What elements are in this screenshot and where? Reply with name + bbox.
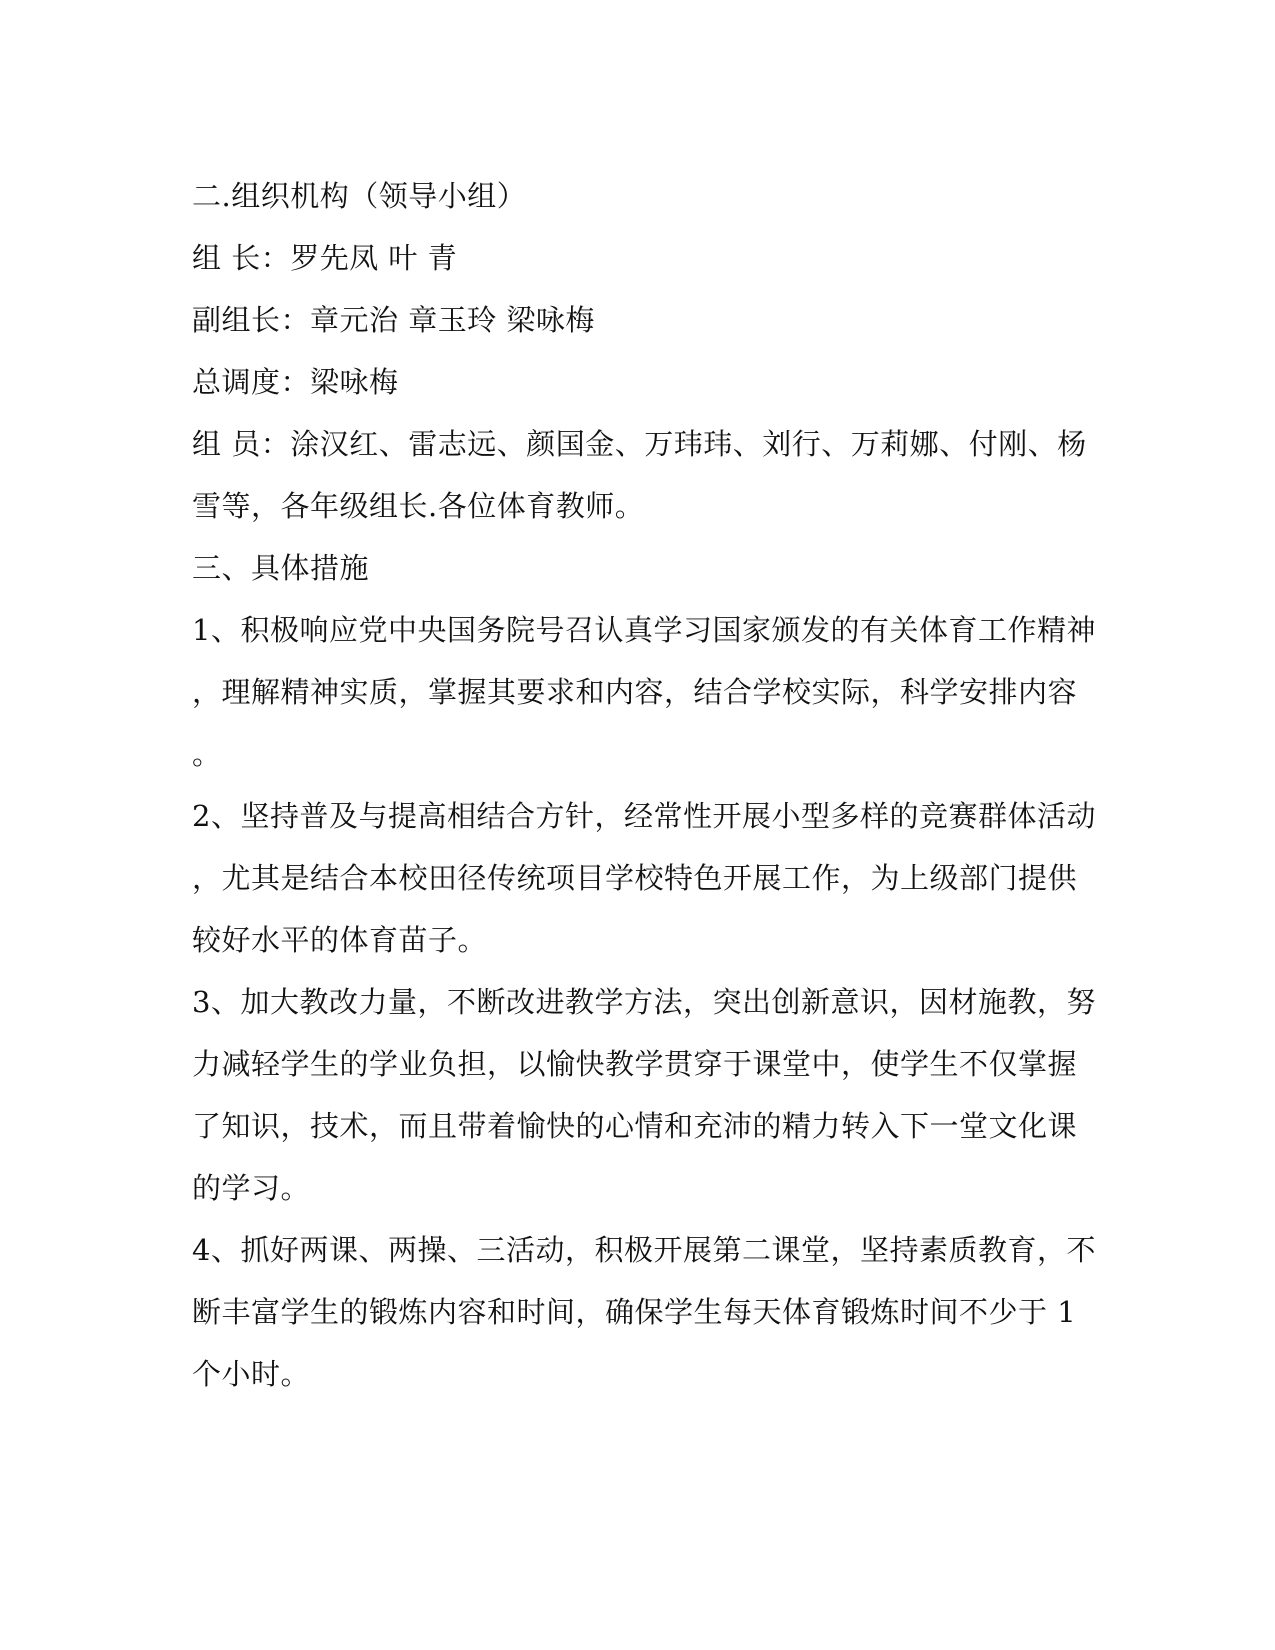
measure-3-line-4: 的学习。	[192, 1171, 311, 1205]
measure-1-line-1: 1、积极响应党中央国务院号召认真学习国家颁发的有关体育工作精神	[192, 613, 1096, 647]
dispatcher-line: 总调度：梁咏梅	[192, 365, 399, 399]
members-line: 组 员：涂汉红、雷志远、颜国金、万玮玮、刘行、万莉娜、付刚、杨	[192, 427, 1087, 461]
measure-2-line-3: 较好水平的体育苗子。	[192, 923, 488, 957]
measure-3-line-2: 力减轻学生的学业负担，以愉快教学贯穿于课堂中，使学生不仅掌握	[192, 1047, 1078, 1081]
measure-3-line-3: 了知识，技术，而且带着愉快的心情和充沛的精力转入下一堂文化课	[192, 1109, 1078, 1143]
measure-4-line-3: 个小时。	[192, 1357, 311, 1391]
deputy-leader-line: 副组长：章元治 章玉玲 梁咏梅	[192, 303, 595, 337]
section-heading-organization: 二.组织机构（领导小组）	[192, 179, 527, 213]
measure-1-line-3: 。	[192, 737, 222, 771]
leader-line: 组 长：罗先凤 叶 青	[192, 241, 458, 275]
section-heading-measures: 三、具体措施	[192, 551, 370, 585]
measure-3-line-1: 3、加大教改力量，不断改进教学方法，突出创新意识，因材施教，努	[192, 985, 1096, 1019]
members-line-continued: 雪等，各年级组长.各位体育教师。	[192, 489, 645, 523]
measure-1-line-2: ，理解精神实质，掌握其要求和内容，结合学校实际，科学安排内容	[192, 675, 1078, 709]
measure-2-line-1: 2、坚持普及与提高相结合方针，经常性开展小型多样的竞赛群体活动	[192, 799, 1096, 833]
measure-4-line-2: 断丰富学生的锻炼内容和时间，确保学生每天体育锻炼时间不少于 1	[192, 1295, 1077, 1329]
measure-2-line-2: ，尤其是结合本校田径传统项目学校特色开展工作，为上级部门提供	[192, 861, 1078, 895]
measure-4-line-1: 4、抓好两课、两操、三活动，积极开展第二课堂，坚持素质教育，不	[192, 1233, 1096, 1267]
